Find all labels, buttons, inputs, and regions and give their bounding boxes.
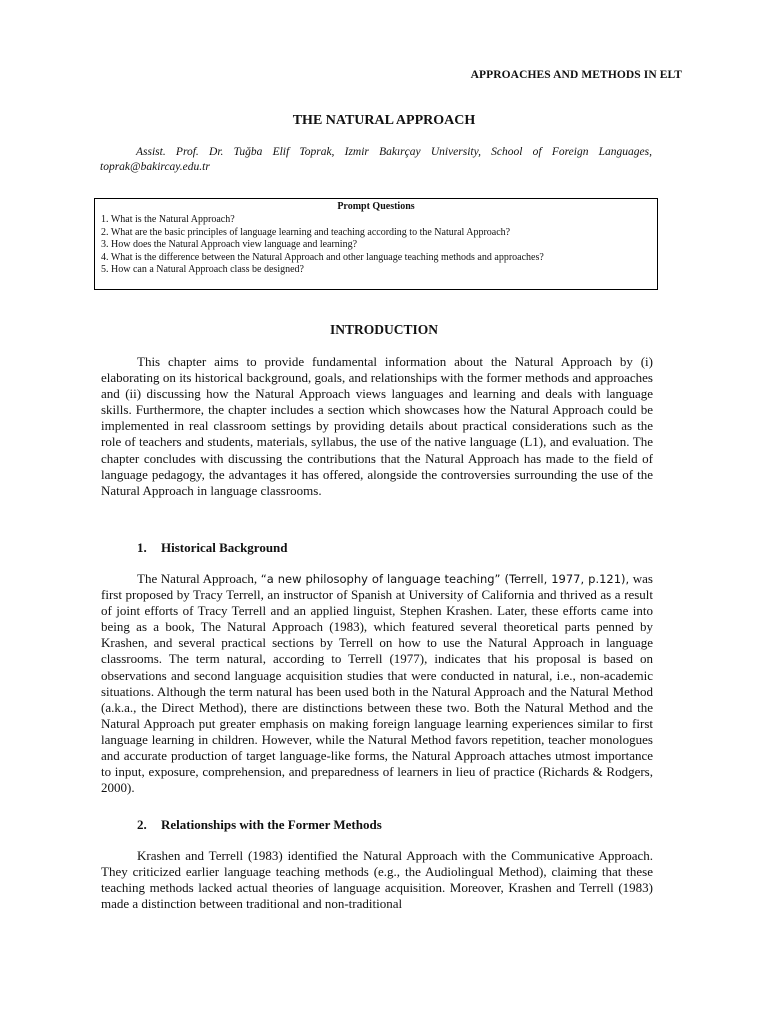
section-2-number: 2. <box>137 817 147 832</box>
section-2-heading <box>137 817 382 833</box>
introduction-heading: INTRODUCTION <box>329 322 438 337</box>
section-1-title: Historical Background <box>161 540 288 555</box>
author-line: Assist. Prof. Dr. Tuğba Elif Toprak, Izmir Bakırçay University, School of Foreign Languages, toprak@bakircay.edu.tr <box>100 146 652 173</box>
historical-background-paragraph <box>101 571 653 796</box>
prompt-question: 2. What are the basic principles of language learning and teaching according to the Natural Approach? <box>101 226 511 238</box>
section-1-lead: The Natural Approach, <box>137 571 261 586</box>
section-1-citation: (Terrell, 1977, p.121), <box>500 572 630 586</box>
prompt-question: 1. What is the Natural Approach? <box>101 214 235 226</box>
introduction-paragraph: This chapter aims to provide fundamental information about the Natural Approach by (i) elaborating on its historical background, goals, and relationships with the former methods and approaches and (ii) discussing how the Natural Approach views languages and learning and deals with language skills. Furthermore, the chapter includes a section which showcases how the Natural Approach could be implemented in real classroom settings by providing details about practical considerations such as the role of teachers and students, materials, syllabus, the use of the native language (L1), and evaluation. The chapter concludes with discussing the contributions that the Natural Approach has made to the field of language pedagogy, the advantages it has offered, alongside the controversies surrounding the use of the Natural Approach in language classrooms. <box>101 354 653 498</box>
prompt-questions-box <box>94 198 658 290</box>
section-1-number: 1. <box>137 540 147 555</box>
prompt-question: 4. What is the difference between the Natural Approach and other language teaching methods and approaches? <box>101 251 544 263</box>
section-1-quote: “a new philosophy of language teaching” <box>260 572 501 586</box>
former-methods-paragraph: Krashen and Terrell (1983) identified the Natural Approach with the Communicative Approach. They criticized earlier language teaching methods (e.g., the Audiolingual Method), claiming that these teaching methods lacked actual theories of language acquisition. Moreover, Krashen and Terrell (1983) made a distinction between traditional and non-traditional <box>101 848 653 912</box>
document-title: THE NATURAL APPROACH <box>292 113 476 128</box>
prompt-questions-title: Prompt Questions <box>337 201 415 212</box>
prompt-question: 3. How does the Natural Approach view language and learning? <box>101 239 358 251</box>
section-1-heading <box>137 540 288 556</box>
running-header: APPROACHES AND METHODS IN ELT <box>470 69 682 81</box>
section-1-body: was first proposed by Tracy Terrell, an instructor of Spanish at University of California and thrived as a result of joint efforts of Tracy Terrell and an applied linguist, Stephen Krashen. Later, these efforts came into being as a book, The Natural Approach (1983), which featured several theoretical parts penned by Krashen, and several practical sections by Terrell on how to use the Natural Approach in language classrooms. The term natural, according to Terrell (1977), indicates that his proposal is based on observations and second language acquisition studies that were conducted in natural, i.e., non-academic situations. Although the term natural has been used both in the Natural Approach and the Natural Method (a.k.a., the Direct Method), there are distinctions between these two. Both the Natural Method and the Natural Approach put greater emphasis on making foreign language learning experiences similar to first language learning in children. However, while the Natural Method favors repetition, teacher monologues and accurate production of target language-like forms, the Natural Approach attaches utmost importance to input, exposure, comprehension, and preparedness of learners in lieu of practice (Richards & Rodgers, 2000). <box>101 571 653 796</box>
section-2-title: Relationships with the Former Methods <box>161 817 382 832</box>
prompt-question: 5. How can a Natural Approach class be designed? <box>101 264 304 276</box>
